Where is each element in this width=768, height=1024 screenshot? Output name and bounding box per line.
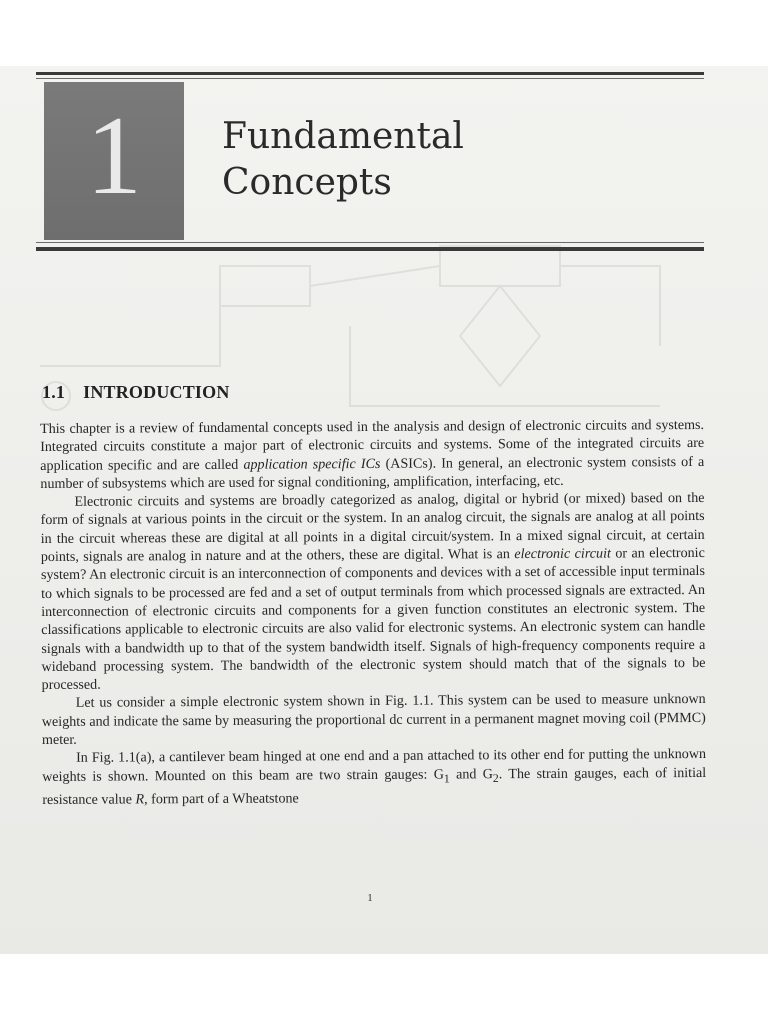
resistance-symbol: R [135, 791, 145, 808]
section-number: 1.1 [42, 382, 66, 402]
section-title: INTRODUCTION [83, 382, 230, 402]
footer-rule-thin [36, 242, 704, 243]
paragraph-2-emphasis: electronic circuit [514, 545, 611, 563]
paragraph-1-text-a: This chapter is a review of fundamental concepts used in the analysis and design of electronic circuits and systems. Integrated circuits constitute a major part of electronic circuits and systems. Some of the integrated circuits are application specific and are called [40, 416, 705, 474]
paragraph-2-text-b: or an electronic system? An electronic circuit is an interconnection of components and devices with a set of accessible input terminals to which signals to be processed are fed and a set of output terminals from which processed signals are extracted. An interconnection of electronic circuits and components for a given function constitutes an electronic system. The classifications applicable to electronic circuits are also valid for electronic systems. An electronic system can handle signals with a bandwidth up to that of the system bandwidth itself. Signals of high-frequency components require a wideband processing system. The bandwidth of the electronic system should match that of the signals to be processed. [40, 545, 706, 694]
chapter-title-line-1: Fundamental [222, 116, 464, 157]
paragraph-4-text-a: In Fig. 1.1(a), a cantilever beam hinged at one end and a pan attached to its other end for putting the unknown weights is shown. Mounted on this beam are two strain gauges: G [42, 746, 707, 785]
paragraph-1-text-b: (ASICs). In general, an electronic system consists of a number of subsystems which are used for signal conditioning, amplification, interfacing, etc. [40, 453, 705, 492]
chapter-number-box [44, 82, 184, 240]
page-number: 1 [367, 892, 373, 904]
chapter-title-line-2: Concepts [222, 162, 392, 203]
paragraph-1 [40, 416, 704, 493]
chapter-title [222, 114, 642, 206]
paragraph-1-emphasis: application specific ICs [243, 455, 381, 473]
body-text [40, 416, 706, 809]
paragraph-4-text-c: . The strain gauges, each of initial resistance value [42, 764, 707, 808]
footer-rule-thick [36, 247, 704, 251]
subscript-2: 2 [492, 771, 499, 785]
subscript-1: 1 [443, 771, 450, 785]
paragraph-4-text-d: , form part of a Wheatstone [144, 790, 299, 808]
chapter-number: 1 [86, 94, 142, 218]
paragraph-2 [40, 489, 705, 694]
header-rule-thick [36, 72, 704, 75]
paragraph-2-text-a: Electronic circuits and systems are broadly categorized as analog, digital or hybrid (or mixed) based on the form of signals at various points in the circuit or the system. In an analog circuit, the signals are analog at all points in the circuit whereas these are digital at all points in a digital circuit/system. In a mixed signal circuit, at certain points, signals are analog in nature and at the others, these are digital. What is an [40, 490, 705, 566]
book-page [0, 66, 768, 954]
paragraph-4 [42, 745, 706, 809]
section-heading [42, 382, 230, 403]
header-rule-thin [36, 78, 704, 79]
paragraph-3: Let us consider a simple electronic system shown in Fig. 1.1. This system can be used to measure unknown weights and indicate the same by measuring the proportional dc current in a permanent magnet moving coil (PMMC) meter. [41, 691, 706, 749]
paragraph-4-text-b: and G [449, 765, 493, 783]
